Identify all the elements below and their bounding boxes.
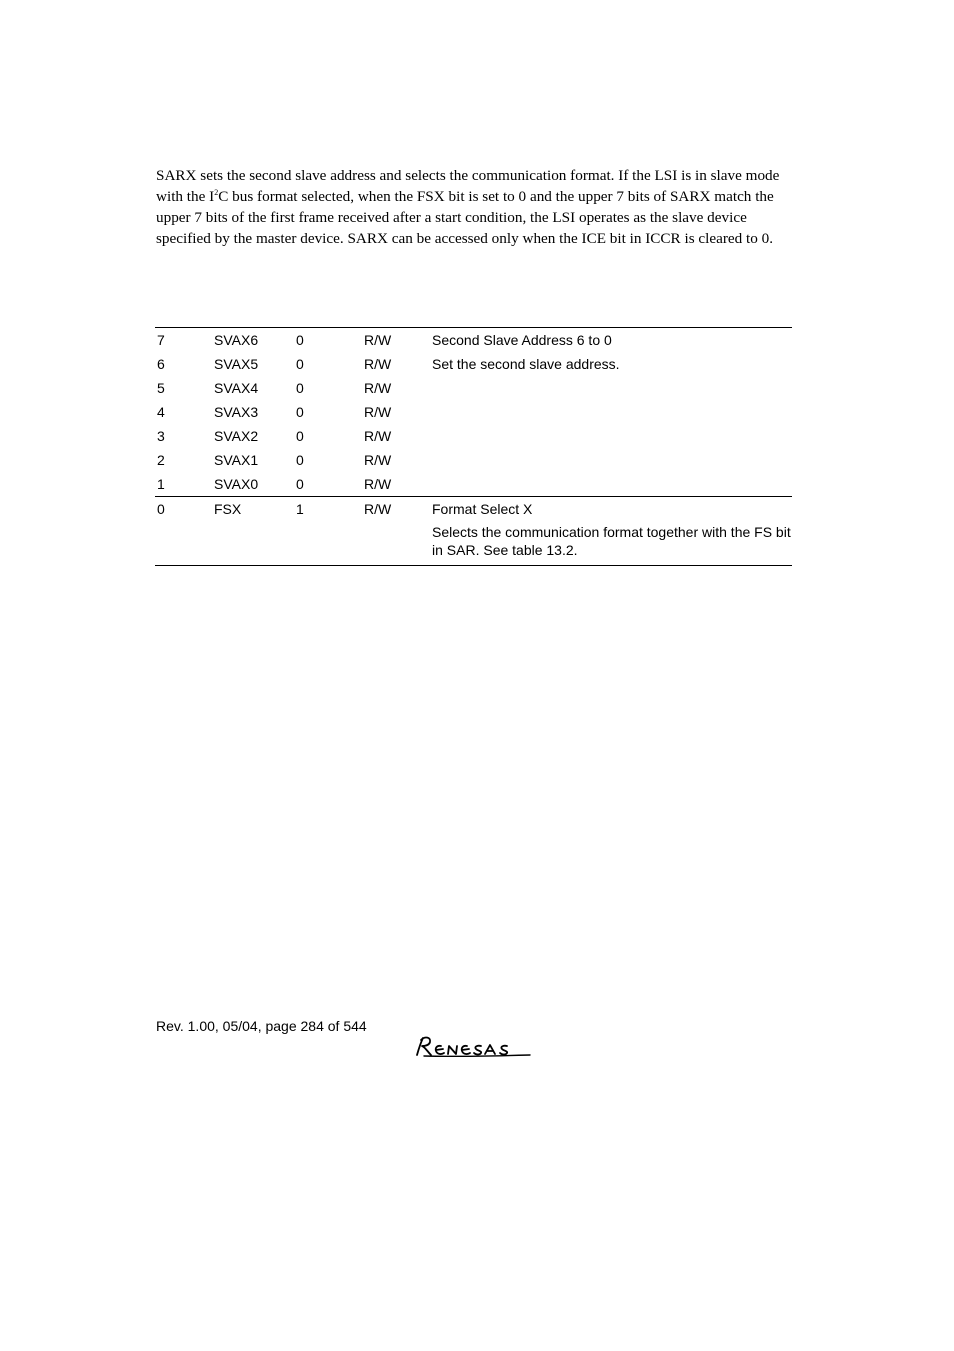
rw-cell: R/W <box>364 404 392 420</box>
bit-cell: 5 <box>157 380 165 396</box>
description-cell <box>430 424 792 448</box>
table-row <box>155 352 792 376</box>
page-footer: Rev. 1.00, 05/04, page 284 of 544 <box>156 1018 367 1034</box>
table-row <box>155 472 792 497</box>
paragraph-text-1: SARX sets the second slave address and selects the communication format. If the LSI is in slave mode with the I <box>156 167 780 205</box>
bit-name-cell: SVAX0 <box>214 476 259 492</box>
bit-name-cell: SVAX4 <box>214 380 259 396</box>
rw-cell: R/W <box>362 328 430 353</box>
bit-name-cell: SVAX5 <box>214 356 259 372</box>
bit-cell: 3 <box>157 428 165 444</box>
rw-cell: R/W <box>364 356 392 372</box>
bit-name-cell: FSX <box>212 497 294 566</box>
initial-value-cell: 0 <box>296 452 304 468</box>
rw-cell: R/W <box>364 380 392 396</box>
table-row <box>155 400 792 424</box>
bit-cell: 4 <box>157 404 165 420</box>
table-row <box>155 424 792 448</box>
table-row <box>155 448 792 472</box>
bit-cell: 0 <box>155 497 212 566</box>
rw-cell: R/W <box>364 452 392 468</box>
bit-cell: 2 <box>157 452 165 468</box>
description-cell: Second Slave Address 6 to 0 <box>430 328 792 353</box>
description-cell <box>430 376 792 400</box>
initial-value-cell: 0 <box>296 428 304 444</box>
initial-value-cell: 0 <box>296 476 304 492</box>
description-cell <box>430 497 792 566</box>
bit-cell: 6 <box>157 356 165 372</box>
description-cell: Set the second slave address. <box>432 356 620 372</box>
table-row <box>155 376 792 400</box>
description-cell <box>430 472 792 497</box>
table-row <box>155 328 792 353</box>
rw-cell: R/W <box>364 476 392 492</box>
body-paragraph <box>156 165 786 249</box>
initial-value-cell: 1 <box>294 497 362 566</box>
bit-name-cell: SVAX6 <box>212 328 294 353</box>
bit-cell: 1 <box>157 476 165 492</box>
superscript-2: 2 <box>214 188 219 197</box>
initial-value-cell: 0 <box>296 356 304 372</box>
paragraph-text-2: C bus format selected, when the FSX bit is set to 0 and the upper 7 bits of SARX match the upper 7 bits of the first frame received after a start condition, the LSI operates as the slave device specified by the master device. SARX can be accessed only when the ICE bit in ICCR is cleared to 0. <box>156 188 774 247</box>
initial-value-cell: 0 <box>296 380 304 396</box>
description-cell <box>430 448 792 472</box>
fsx-title: Format Select X <box>432 501 533 517</box>
fsx-detail: Selects the communication format together with the FS bit in SAR. See table 13.2. <box>432 524 791 558</box>
rw-cell: R/W <box>364 428 392 444</box>
bit-name-cell: SVAX2 <box>214 428 259 444</box>
rw-cell: R/W <box>362 497 430 566</box>
initial-value-cell: 0 <box>294 328 362 353</box>
bit-name-cell: SVAX1 <box>214 452 259 468</box>
bit-name-cell: SVAX3 <box>214 404 259 420</box>
renesas-logo <box>414 1034 534 1058</box>
register-bit-table <box>155 327 792 566</box>
bit-cell: 7 <box>155 328 212 353</box>
table-row <box>155 497 792 566</box>
initial-value-cell: 0 <box>296 404 304 420</box>
description-cell <box>430 400 792 424</box>
